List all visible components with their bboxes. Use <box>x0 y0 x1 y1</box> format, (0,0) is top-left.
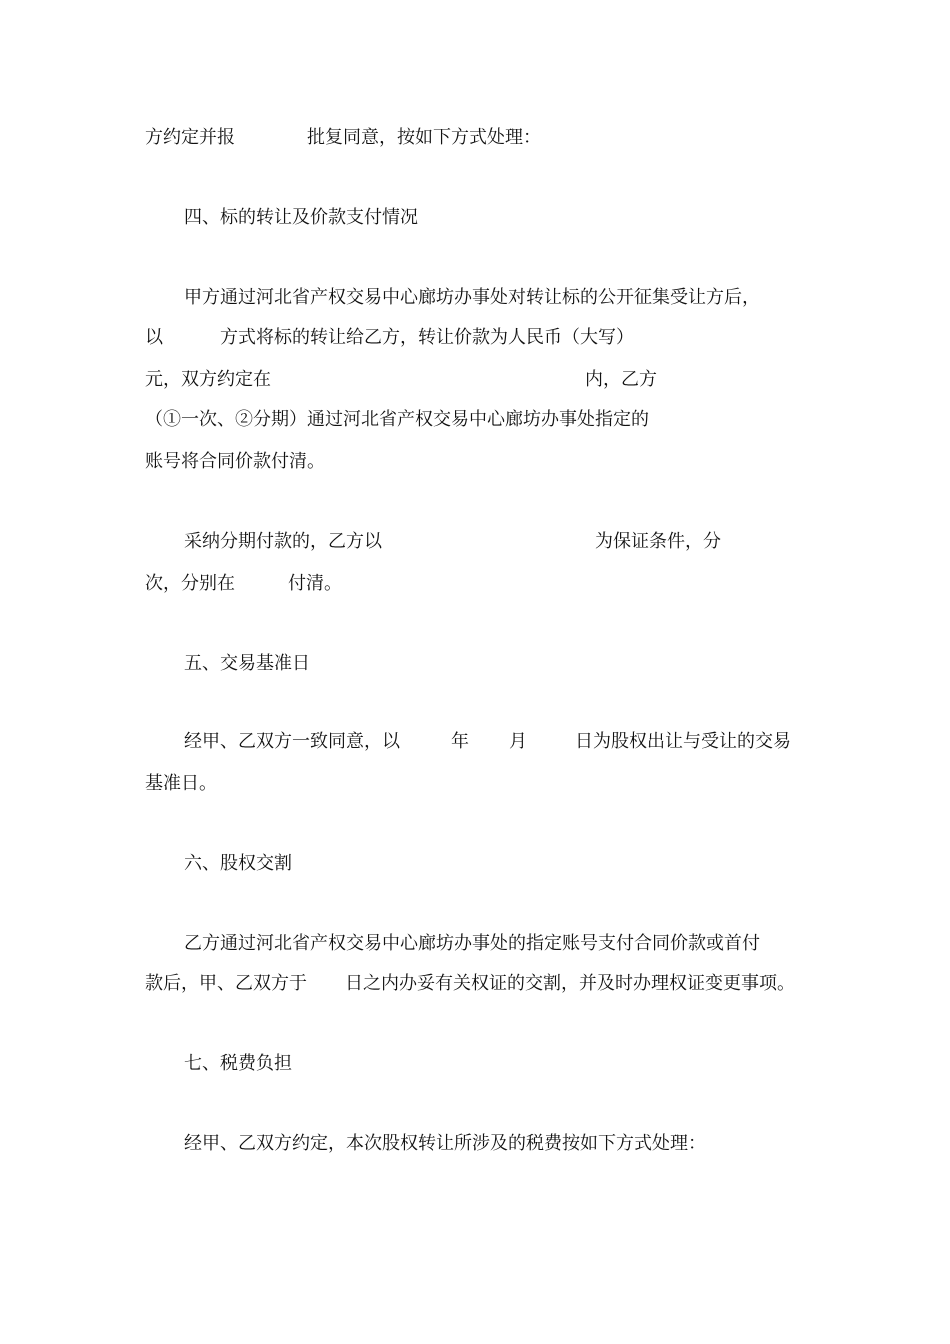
text-line: 为保证条件，分 <box>595 531 721 552</box>
text-line: 内，乙方 <box>585 369 657 390</box>
text-line: 经甲、乙双方一致同意，以 <box>184 731 400 752</box>
text-line: 乙方通过河北省产权交易中心廊坊办事处的指定账号支付合同价款或首付 <box>184 933 760 954</box>
text-line: 批复同意，按如下方式处理： <box>307 127 541 148</box>
text-line: 以 <box>145 327 163 348</box>
text-line: 付清。 <box>288 573 342 594</box>
text-line: 年 <box>451 731 469 752</box>
text-line: 次，分别在 <box>145 573 235 594</box>
text-line: 方约定并报 <box>145 127 235 148</box>
text-line: 日为股权出让与受让的交易 <box>575 731 791 752</box>
text-line: 采纳分期付款的，乙方以 <box>184 531 382 552</box>
text-line: 甲方通过河北省产权交易中心廊坊办事处对转让标的公开征集受让方后， <box>184 287 760 308</box>
text-line: 月 <box>509 731 527 752</box>
text-line: （①一次、②分期）通过河北省产权交易中心廊坊办事处指定的 <box>145 409 649 430</box>
text-line: 元，双方约定在 <box>145 369 271 390</box>
section-heading: 七、税费负担 <box>184 1053 292 1074</box>
text-line: 款后，甲、乙双方于 <box>145 973 307 994</box>
text-line: 基准日。 <box>145 773 217 794</box>
text-line: 经甲、乙双方约定，本次股权转让所涉及的税费按如下方式处理： <box>184 1133 706 1154</box>
section-heading: 四、标的转让及价款支付情况 <box>184 207 418 228</box>
text-line: 方式将标的转让给乙方，转让价款为人民币（大写） <box>220 327 634 348</box>
section-heading: 六、股权交割 <box>184 853 292 874</box>
section-heading: 五、交易基准日 <box>184 653 310 674</box>
text-line: 账号将合同价款付清。 <box>145 451 325 472</box>
text-line: 日之内办妥有关权证的交割，并及时办理权证变更事项。 <box>345 973 795 994</box>
